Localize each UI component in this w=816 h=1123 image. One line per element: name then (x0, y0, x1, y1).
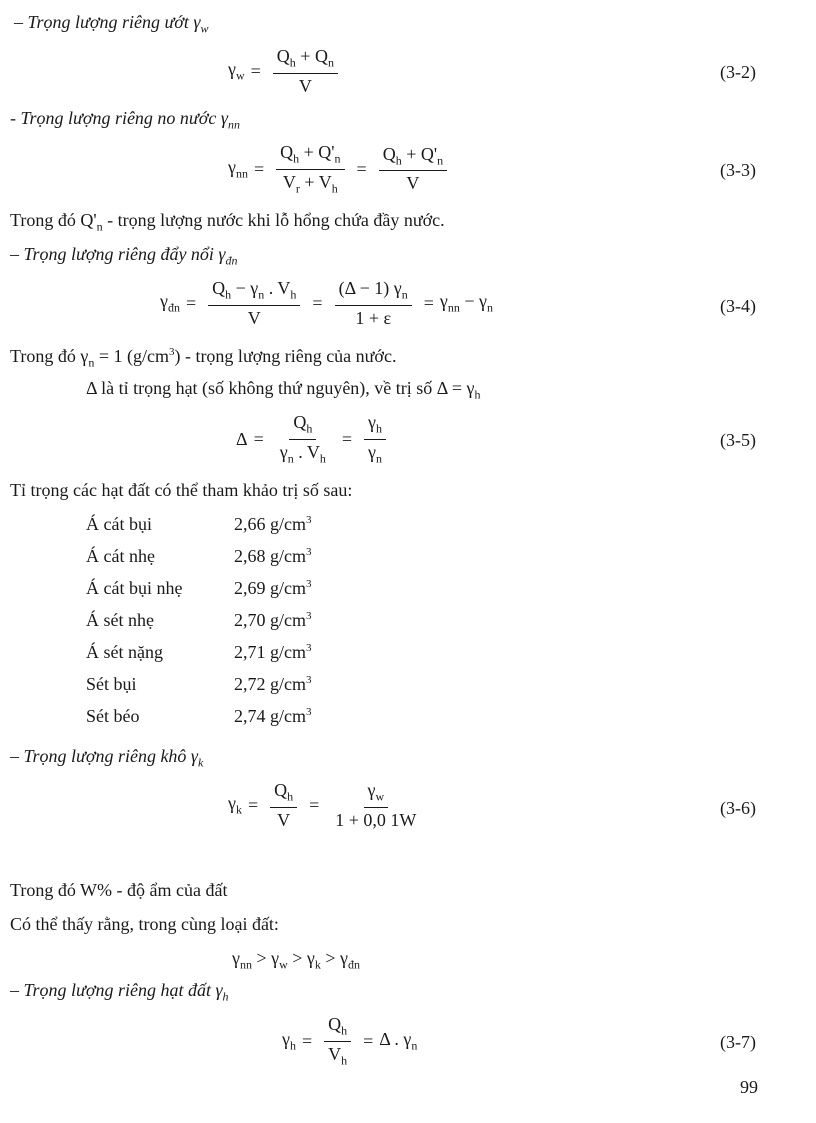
soil-name: Á cát nhẹ (86, 545, 155, 566)
heading-buoyant-text: – Trọng lượng riêng đẩy nổi γ (10, 244, 226, 264)
unit-weight-inequality: $\gamma_{nn} > \gamma_w > \gamma_k > \gamma_{đn}$ (232, 948, 360, 972)
soil-value: 2,70 $g/cm^3$ (234, 609, 312, 630)
soil-name: Sét béo (86, 705, 140, 726)
note-gamma-n-part-b: = 1 (g/cm (94, 346, 169, 366)
compare-intro: Có thể thấy rằng, trong cùng loại đất: (10, 914, 279, 934)
soil-name: Á sét nặng (86, 641, 163, 662)
note-gamma-n: Trong đó $\gamma_n = 1$ $(g/cm^3)$ - trọng lượng riêng của nước. (10, 346, 397, 370)
heading-dry-text: – Trọng lượng riêng khô γ (10, 746, 199, 766)
equation-3-3: $\gamma_{nn}$ = $\frac{Q_h + Q'_n}{V_r + V_h}$ = $\frac{Q_h + Q'_n}{V}$ (228, 142, 453, 196)
heading-particle-text: – Trọng lượng riêng hạt đất γ (10, 980, 223, 1000)
heading-particle-unit-weight: – Trọng lượng riêng hạt đất $\gamma_h$ (10, 980, 229, 1004)
equation-number-3-5: (3-5) (720, 430, 756, 450)
soil-value: 2,69 $g/cm^3$ (234, 577, 312, 598)
soil-value: 2,72 $g/cm^3$ (234, 673, 312, 694)
table-row (86, 700, 312, 732)
soil-density-table (86, 508, 312, 732)
equation-number-3-6: (3-6) (720, 798, 756, 818)
heading-buoyant-unit-weight: – Trọng lượng riêng đẩy nổi $\gamma_{đn}$ (10, 244, 238, 268)
note-gamma-n-part-c: ) - trọng lượng riêng của nước. (174, 346, 397, 366)
table-row (86, 636, 312, 668)
note-water-content: Trong đó W% - độ ẩm của đất (10, 880, 228, 900)
equation-3-6: $\gamma_k$ = $\frac{Q_h}{V}$ = $\frac{\gamma_w}{1 + 0,0 1W}$ (228, 780, 417, 830)
soil-value: 2,68 $g/cm^3$ (234, 545, 312, 566)
table-row (86, 540, 312, 572)
table-row (86, 572, 312, 604)
note-gamma-n-part-a: Trong đó γ (10, 346, 89, 366)
note-delta: Δ là tỉ trọng hạt (số không thứ nguyên), về trị số $\Delta = \gamma_h$ (86, 378, 481, 402)
ratio-intro: Tỉ trọng các hạt đất có thể tham khảo trị số sau: (10, 480, 353, 500)
heading-saturated-unit-weight: - Trọng lượng riêng no nước $\gamma_{nn}$ (10, 108, 240, 132)
equation-3-5: Δ = $\frac{Q_h}{\gamma_n . V_h}$ = $\frac{\gamma_h}{\gamma_n}$ (236, 412, 392, 466)
note-q-n-part-a: Trong đó Q' (10, 210, 97, 230)
page-number: 99 (740, 1077, 758, 1097)
equation-number-3-7: (3-7) (720, 1032, 756, 1052)
soil-value: 2,66 $g/cm^3$ (234, 513, 312, 534)
table-row (86, 508, 312, 540)
note-q-n: Trong đó $Q'_n$ - trọng lượng nước khi lỗ hổng chứa đầy nước. (10, 210, 445, 234)
table-row (86, 604, 312, 636)
note-q-n-part-b: - trọng lượng nước khi lỗ hổng chứa đầy nước. (102, 210, 445, 230)
heading-wet-text: – Trọng lượng riêng ướt γ (14, 12, 201, 32)
soil-value: 2,71 $g/cm^3$ (234, 641, 312, 662)
equation-3-2: $\gamma_w$ = $\frac{Q_h + Q_n}{V}$ (228, 46, 344, 97)
equation-number-3-2: (3-2) (720, 62, 756, 82)
soil-name: Á cát bụi (86, 513, 152, 534)
heading-saturated-text: - Trọng lượng riêng no nước γ (10, 108, 228, 128)
equation-number-3-4: (3-4) (720, 296, 756, 316)
equation-number-3-3: (3-3) (720, 160, 756, 180)
equation-3-4: $\gamma_{đn}$ = $\frac{Q_h - \gamma_n . V_h}{V}$ = $\frac{(\Delta - 1) \gamma_n}{1 + \varepsilon}$ = $\gamma_{nn} - \gamma_n$ (160, 278, 493, 328)
soil-name: Á sét nhẹ (86, 609, 154, 630)
note-delta-text: Δ là tỉ trọng hạt (số không thứ nguyên), về trị số Δ = γ (86, 378, 475, 398)
heading-wet-unit-weight: – Trọng lượng riêng ướt $\gamma_w$ (14, 12, 209, 36)
equation-3-7: $\gamma_h$ = $\frac{Q_h}{V_h}$ = Δ . $\gamma_n$ (282, 1014, 418, 1068)
heading-dry-unit-weight: – Trọng lượng riêng khô $\gamma_k$ (10, 746, 204, 770)
soil-name: Sét bụi (86, 673, 137, 694)
soil-name: Á cát bụi nhẹ (86, 577, 183, 598)
table-row (86, 668, 312, 700)
soil-value: 2,74 $g/cm^3$ (234, 705, 312, 726)
